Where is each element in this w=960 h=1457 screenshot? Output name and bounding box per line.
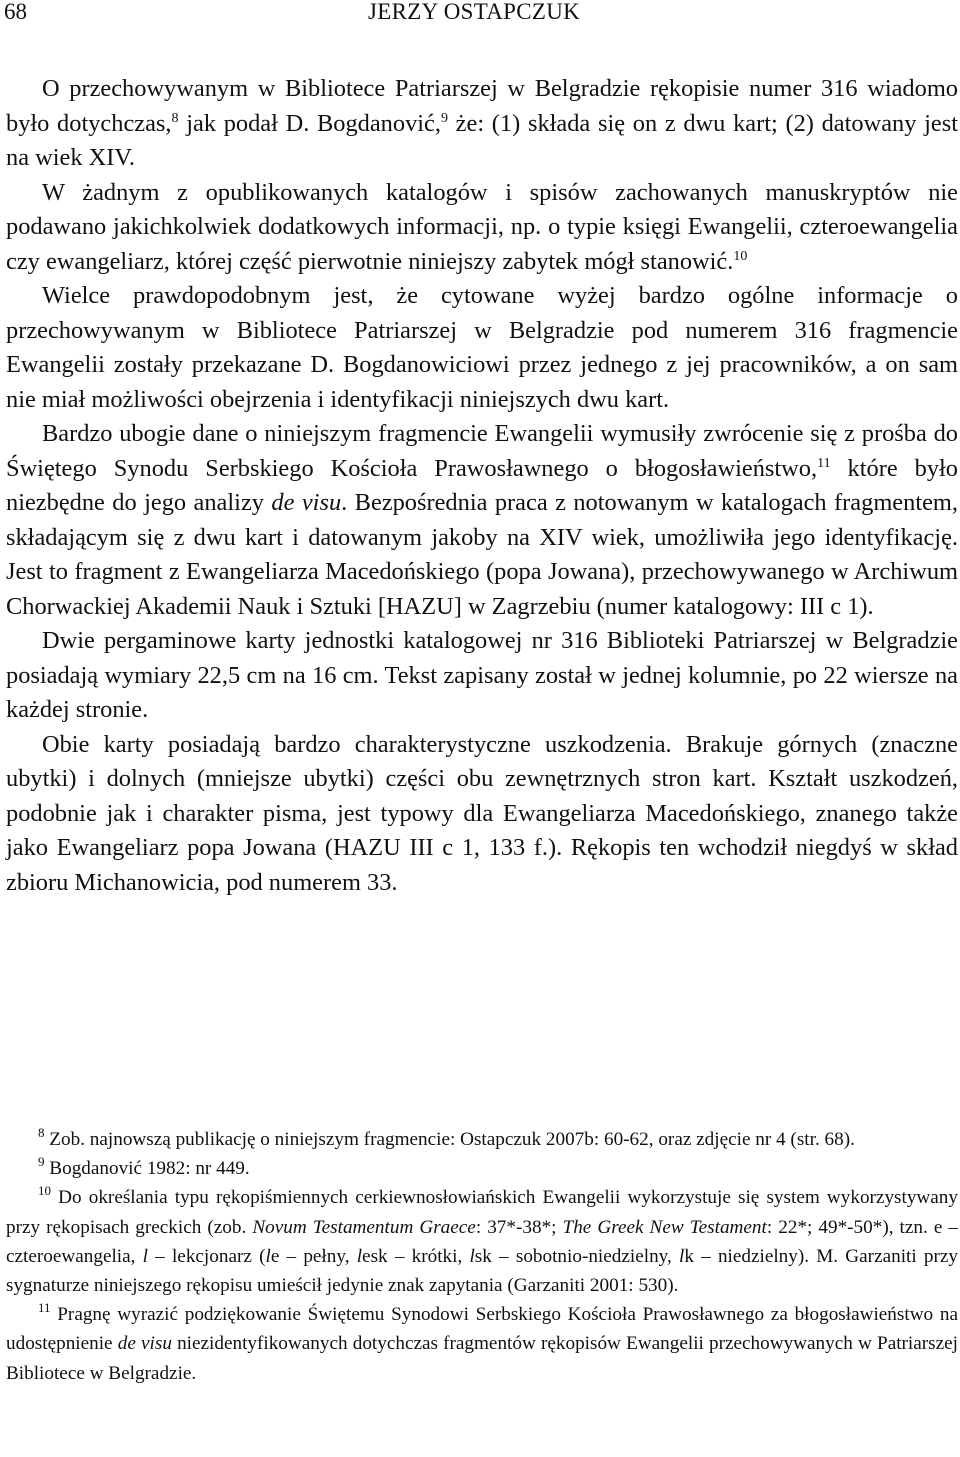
footnote-text: Zob. najnowszą publikację o niniejszym fragmencie: Ostapczuk 2007b: 60-62, oraz zdjęcie nr 4 (str. 68). (44, 1129, 855, 1150)
running-title: JERZY OSTAPCZUK (368, 0, 581, 24)
footnote-text: esk – krótki, (362, 1245, 470, 1267)
paragraph-text: że: (1) składa się on z dwu kart; (2) datowany jest na wiek XIV. (6, 109, 958, 171)
paragraph-text: . Bezpośrednia praca z notowanym w katalogach fragmentem, składającym się z dwu kart i datowanym jakoby na XIV wiek, umożliwiła jego identyfikację. Jest to fragment z Ewangeliarza Macedońskiego (popa Jowana), przechowywanego w Archiwum Chorwackiej Akademii Nauk i Sztuki [HAZU] w Zagrzebiu (numer katalogowy: III c 1). (6, 489, 958, 620)
paragraph (6, 624, 958, 728)
italic-letter: l (265, 1245, 271, 1267)
paragraph-text: W żadnym z opublikowanych katalogów i spisów zachowanych manuskryptów nie podawano jakichkolwiek dodatkowych informacji, np. o typie księgi Ewangelii, czteroewangelia czy ewangeliarz, której część pierwotnie niniejszy zabytek mógł stanowić. (6, 178, 958, 275)
footnote-text: k – niedzielny). M. Garzaniti przy sygnaturze niniejszego rękopisu umieścił jedynie znak zapytania (Garzaniti 2001: 530). (6, 1245, 958, 1297)
footnote (6, 1125, 958, 1154)
footnote-ref: 11 (817, 455, 831, 471)
footnote-text: : 22*; 49*-50*), tzn. e – czteroewangelia, (6, 1216, 958, 1267)
footnote-ref: 8 (171, 110, 179, 126)
paragraph-text: O przechowywanym w Bibliotece Patriarszej w Belgradzie rękopisie numer 316 wiadomo było dotychczas, (6, 75, 958, 137)
italic-title: Novum Testamentum Graece (252, 1216, 476, 1238)
italic-title: The Greek New Testament (562, 1216, 767, 1238)
footnote-text: niezidentyfikowanych dotychczas fragmentów rękopisów Ewangelii przechowywanych w Patriarszej Bibliotece w Belgradzie. (6, 1333, 958, 1384)
paragraph (6, 279, 958, 417)
footnote-text: Pragnę wyrazić podziękowanie Świętemu Synodowi Serbskiego Kościoła Prawosławnego za błogosławieństwo na udostępnienie (6, 1304, 958, 1355)
footnote-text: – lekcjonarz ( (147, 1245, 266, 1267)
footnote (6, 1300, 958, 1388)
footnote-mark: 9 (38, 1154, 45, 1170)
italic-letter: l (142, 1245, 148, 1267)
paragraph-text: jak podał D. Bogdanović, (178, 109, 441, 137)
page-number: 68 (4, 0, 27, 24)
italic-term: de visu (271, 489, 342, 516)
footnote-text: sk – sobotnio-niedzielny, (474, 1245, 680, 1267)
footnote (6, 1154, 958, 1183)
italic-letter: l (469, 1245, 475, 1267)
footnote-text: Do określania typu rękopiśmiennych cerkiewnosłowiańskich Ewangelii wykorzystuje się system wykorzystywany przy rękopisach greckich (zob. (6, 1187, 958, 1238)
footnote-ref: 9 (440, 110, 448, 126)
footnote (6, 1183, 958, 1300)
paragraph (6, 176, 958, 280)
italic-letter: l (356, 1245, 363, 1267)
paragraph-text: Obie karty posiadają bardzo charakterystyczne uszkodzenia. Brakuje górnych (znaczne ubytki) i dolnych (mniejsze ubytki) części obu zewnętrznych stron kart. Kształt uszkodzeń, podobnie jak i charakter pisma, jest typowy dla Ewangeliarza Macedońskiego, znanego także jako Ewangeliarz popa Jowana (HAZU III c 1, 133 f.). Rękopis ten wchodził niegdyś w skład zbioru Michanowicia, pod numerem 33. (6, 730, 958, 896)
running-header (0, 0, 960, 30)
footnote-mark: 11 (38, 1300, 51, 1316)
footnote-text: e – pełny, (270, 1245, 357, 1267)
footnote-text: Bogdanović 1982: nr 449. (44, 1158, 250, 1180)
paragraph (6, 417, 958, 624)
paragraph-text: Wielce prawdopodobnym jest, że cytowane wyżej bardzo ogólne informacje o przechowywanym w Bibliotece Patriarszej w Belgradzie pod numerem 316 fragmencie Ewangelii zostały przekazane D. Bogdanowiciowi przez jednego z jej pracowników, a on sam nie miał możliwości obejrzenia i identyfikacji niniejszych dwu kart. (6, 282, 958, 413)
footnote-text: : 37*-38*; (475, 1216, 563, 1238)
paragraph (6, 728, 958, 901)
paragraph-text: Bardzo ubogie dane o niniejszym fragmencie Ewangelii wymusiły zwrócenie się z prośba do Świętego Synodu Serbskiego Kościoła Prawosławnego o błogosławieństwo, (6, 420, 958, 482)
paragraph-text: które było niezbędne do jego analizy (6, 454, 958, 516)
main-text (6, 72, 958, 900)
italic-term: de visu (117, 1333, 172, 1355)
footnote-mark: 8 (38, 1125, 45, 1140)
footnote-mark: 10 (38, 1183, 51, 1199)
paragraph-text: Dwie pergaminowe karty jednostki katalogowej nr 316 Biblioteki Patriarszej w Belgradzie posiadają wymiary 22,5 cm na 16 cm. Tekst zapisany został w jednej kolumnie, po 22 wiersze na każdej stronie. (6, 627, 958, 723)
paragraph (6, 72, 958, 176)
footnote-ref: 10 (733, 248, 748, 264)
italic-letter: l (679, 1245, 685, 1267)
footnotes (6, 1125, 958, 1388)
